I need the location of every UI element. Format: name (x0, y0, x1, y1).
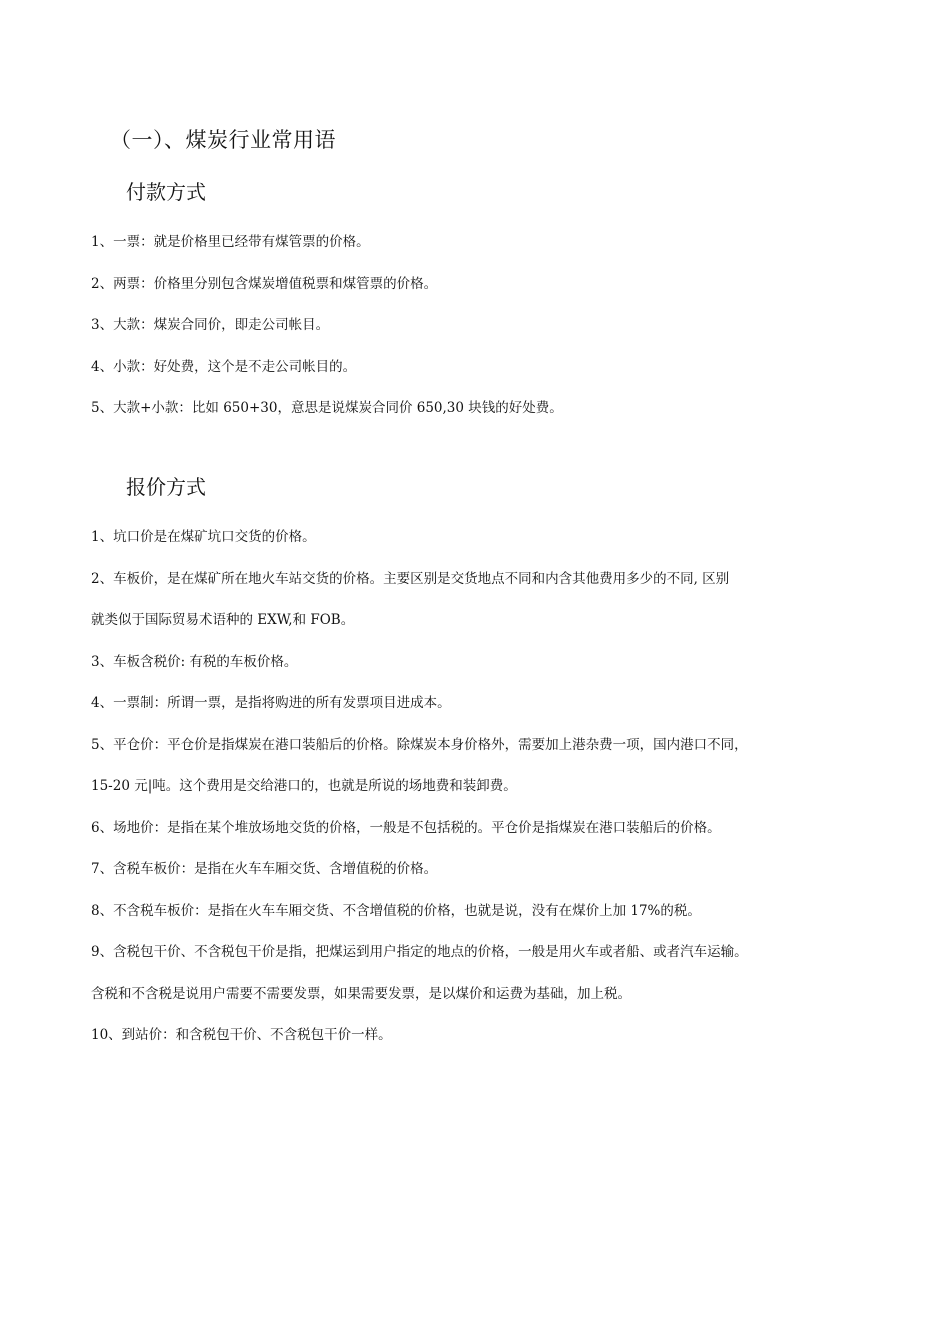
list-item-text: 5、大款+小款：比如 650+30，意思是说煤炭合同价 650,30 块钱的好处费。 (91, 400, 563, 416)
list-item (91, 347, 871, 389)
document-title: （一）、煤炭行业常用语 (110, 128, 336, 152)
list-item (91, 725, 871, 808)
list-item (91, 305, 871, 347)
list-item-text: 7、含税车板价：是指在火车车厢交货、含增值税的价格。 (91, 861, 438, 877)
list-item (91, 642, 871, 684)
list-item-text: 9、含税包干价、不含税包干价是指，把煤运到用户指定的地点的价格，一般是用火车或者船、或者汽车运输。 (91, 944, 748, 960)
list-item (91, 264, 871, 306)
list-item (91, 849, 871, 891)
list-item-text: 10、到站价：和含税包干价、不含税包干价一样。 (91, 1027, 392, 1043)
list-item-text: 2、两票：价格里分别包含煤炭增值税票和煤管票的价格。 (91, 275, 438, 292)
list-item-text: 1、坑口价是在煤矿坑口交货的价格。 (91, 529, 316, 545)
quotation-methods-list (91, 517, 871, 1057)
payment-methods-list (91, 222, 871, 430)
section-heading-quotation-methods: 报价方式 (126, 475, 206, 499)
list-item-text: 4、一票制：所谓一票，是指将购进的所有发票项目进成本。 (91, 695, 451, 711)
list-item (91, 388, 871, 430)
list-item-text: 就类似于国际贸易术语种的 EXW,和 FOB。 (91, 612, 355, 628)
list-item (91, 932, 871, 1015)
list-item-text: 2、车板价，是在煤矿所在地火车站交货的价格。主要区别是交货地点不同和内含其他费用多少的不同, 区别 (91, 570, 730, 587)
list-item-text: 6、场地价：是指在某个堆放场地交货的价格，一般是不包括税的。平仓价是指煤炭在港口装船后的价格。 (91, 819, 721, 836)
list-item (91, 517, 871, 559)
list-item (91, 891, 871, 933)
list-item-text: 15-20 元|吨。这个费用是交给港口的，也就是所说的场地费和装卸费。 (91, 778, 517, 794)
list-item (91, 559, 871, 642)
list-item-text: 含税和不含税是说用户需要不需要发票，如果需要发票，是以煤价和运费为基础，加上税。 (91, 985, 631, 1002)
list-item-text: 4、小款：好处费，这个是不走公司帐目的。 (91, 358, 357, 375)
list-item (91, 222, 871, 264)
list-item (91, 683, 871, 725)
list-item-text: 5、平仓价：平仓价是指煤炭在港口装船后的价格。除煤炭本身价格外，需要加上港杂费一项，国内港口不同， (91, 736, 748, 753)
list-item-text: 8、不含税车板价：是指在火车车厢交货、不含增值税的价格，也就是说，没有在煤价上加 17%的税。 (91, 902, 701, 919)
list-item-text: 1、一票：就是价格里已经带有煤管票的价格。 (91, 234, 370, 250)
list-item-text: 3、车板含税价: 有税的车板价格。 (91, 653, 298, 670)
list-item (91, 808, 871, 850)
list-item (91, 1015, 871, 1057)
section-heading-payment-methods: 付款方式 (126, 180, 206, 204)
list-item-text: 3、大款：煤炭合同价，即走公司帐目。 (91, 317, 330, 333)
